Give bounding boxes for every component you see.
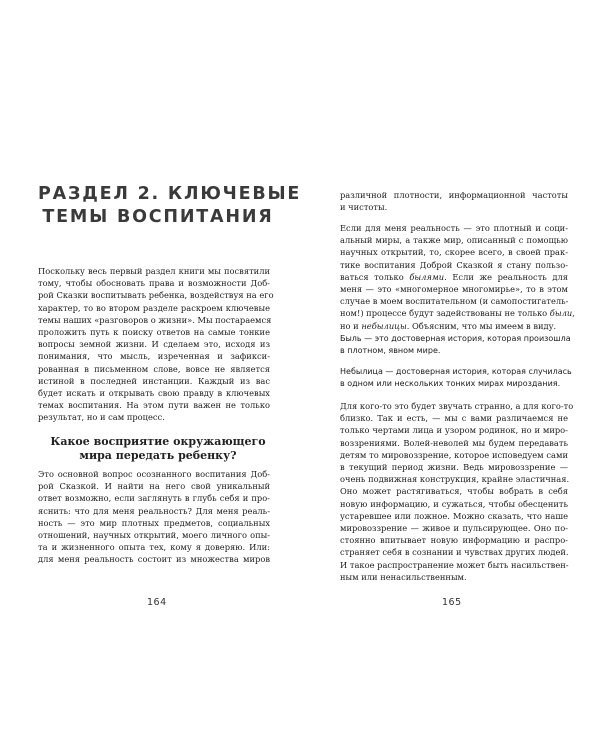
text-line: детям то мировоззрение, которое исповедуем сами (340, 449, 568, 460)
text-line: близко. Так и есть, — мы с вами различаемся не (340, 413, 568, 424)
italic-term-nebylitsy: небылицы (361, 320, 407, 331)
subheading-line-2: мира передать ребенку? (79, 449, 237, 462)
subheading (38, 435, 278, 463)
text-fragment: ваться только (340, 271, 410, 282)
body-paragraph (38, 468, 270, 566)
text-line: для меня реальность состоит из множества миров (38, 554, 270, 565)
paragraph-continuation (340, 189, 568, 213)
text-line: рованная в письменном слове, вовсе не является (38, 363, 270, 374)
text-line: меня — это «многомерное многомирье», то в этом (340, 284, 568, 295)
intro-paragraph (38, 265, 274, 424)
section-title-line-1: РАЗДЕЛ 2. КЛЮЧЕВЫЕ (38, 184, 302, 204)
page-number: 164 (147, 597, 167, 608)
text-line: отношений, научных открытий, моего личного опы- (38, 530, 270, 541)
text-line: ответ возможно, если заглянуть в глубь себя и про- (38, 493, 270, 504)
text-line: Оно может растягиваться, чтобы вобрать в себя (340, 486, 568, 497)
text-line: рой Сказкой. И найти на него свой уникальный (38, 481, 270, 492)
text-line: яснить: что для меня реальность? Для меня реаль- (38, 505, 270, 516)
italic-term-byli-short: были, (549, 308, 575, 319)
text-line: характер, то во втором разделе раскроем ключевые (38, 302, 270, 313)
reality-paragraph (340, 222, 575, 332)
text-line: в текущий период жизни. Ведь мировоззрение — (340, 462, 568, 473)
text-line: та и жизненного опыта тех, кому я доверяю. Или: (38, 542, 270, 553)
text-line: тому, чтобы обосновать права и возможности Доб- (38, 278, 270, 289)
text-line: Для кого-то это будет звучать странно, а для кого-то (340, 401, 574, 411)
text-fragment: но и (340, 320, 362, 331)
text-line: новую информацию, и сужаться, чтобы обесценить (340, 498, 568, 509)
text-line: воззрениями. Волей-неволей мы будем передавать (340, 437, 568, 448)
text-line: очень подвижная конструкция, крайне эластичная. (340, 474, 570, 485)
text-line: ность — это мир плотных предметов, социальных (38, 517, 270, 528)
text-line: случае в моем воспитательном (и самопостигатель- (340, 296, 569, 307)
text-line: только чертами лица и узором родинок, но и миро- (340, 425, 568, 436)
text-fragment: ном!) процессе будут задействованы не только (340, 308, 550, 319)
text-line: научных открытий, то, скорее всего, в своей прак- (340, 247, 568, 258)
text-line: альный миры, а также мир, описанный с помощью (340, 235, 568, 246)
text-line (340, 271, 568, 283)
text-line: рой Сказки воспитывать ребенка, воздействуя на его (38, 290, 274, 301)
text-line: проложить путь к поиску ответов на самые тонкие (38, 327, 270, 338)
text-line (340, 320, 568, 332)
text-line: Если для меня реальность — это плотный и соци- (340, 223, 568, 233)
worldview-paragraph (340, 400, 574, 583)
text-line: и чистоты. (340, 202, 388, 213)
text-line: устаревшее или ложное. Можно сказать, что наше (340, 510, 568, 521)
text-line: Поскольку весь первый раздел книги мы посвятили (38, 266, 270, 276)
text-line: темах воспитания. На этом пути важен не только (38, 400, 270, 411)
text-line: будет искать и открывать свою правду в ключевых (38, 388, 270, 399)
text-fragment: . Если же реальность для (444, 271, 568, 282)
text-line (340, 307, 575, 319)
text-fragment: . Объясним, что мы имеем в виду. (406, 320, 557, 331)
text-line: вопросы земной жизни. И сделаем это, исходя из (38, 339, 270, 350)
text-line: страняет себя в сознании и чувствах других людей. (340, 547, 569, 558)
text-line: тике воспитания Доброй Сказкой я стану пользо- (340, 259, 568, 270)
section-title (38, 183, 302, 229)
definition-byl (340, 333, 571, 357)
text-line: понимания, что мысль, изреченная и зафикси- (38, 351, 270, 362)
text-line: в плотном, явном мире. (340, 346, 441, 356)
text-line: Небылица — достоверная история, которая случилась (340, 367, 572, 376)
text-line: Быль — это достоверная история, которая произошла (340, 334, 571, 343)
text-line: мировоззрение — живое и пульсирующее. Оно по- (340, 523, 568, 534)
subheading-line-1: Какое восприятие окружающего (50, 435, 266, 448)
italic-term-byli: былями (409, 271, 445, 282)
text-line: истиной в последней инстанции. Каждый из вас (38, 375, 270, 386)
right-page (300, 0, 600, 750)
section-title-line-2: ТЕМЫ ВОСПИТАНИЯ (42, 207, 274, 227)
text-line: темы наших «разговоров о жизни». Мы постараемся (38, 314, 272, 325)
text-line: Это основной вопрос осознанного воспитания Доб- (38, 469, 270, 479)
text-line: ным или ненасильственным. (340, 571, 467, 582)
definition-nebylitsa (340, 366, 572, 390)
page-number: 165 (442, 597, 462, 608)
text-line: в одном или нескольких тонких мирах мироздания. (340, 379, 561, 389)
text-line: И такое распространение может быть насильствен- (340, 559, 569, 570)
text-line: различной плотности, информационной частоты (340, 190, 568, 200)
text-line: стоянно впитывает новую информацию и распро- (340, 535, 568, 546)
text-line: результат, но и сам процесс. (38, 412, 165, 423)
